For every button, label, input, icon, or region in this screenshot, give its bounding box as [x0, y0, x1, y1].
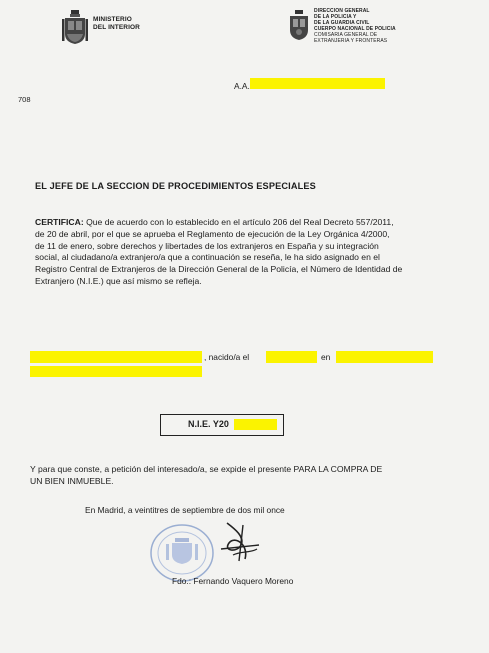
closing-paragraph [30, 464, 450, 488]
document-heading: EL JEFE DE LA SECCION DE PROCEDIMIENTOS ESPECIALES [35, 181, 316, 191]
police-line-2: DE LA POLICIA Y [314, 14, 357, 20]
place-date: En Madrid, a veintitres de septiembre de dos mil once [85, 505, 285, 515]
police-line-4: CUERPO NACIONAL DE POLICIA [314, 26, 396, 32]
closing-line-1: Y para que conste, a petición del interesado/a, se expide el presente PARA LA COMPRA DE [30, 464, 383, 474]
certifica-line-5: Registro Central de Extranjeros de la Dirección General de la Policía, el Número de Identidad de [35, 264, 403, 275]
police-line-6: EXTRANJERIA Y FRONTERAS [314, 38, 388, 44]
certifica-line-4: social, al ciudadano/a extranjero/a que a continuación se reseña, le ha sido asignado en el [35, 252, 380, 263]
redacted-nie-digits [234, 419, 277, 430]
redacted-addressee [250, 78, 385, 89]
redacted-birthplace [336, 351, 433, 363]
police-crest-icon [288, 10, 310, 44]
police-header [314, 8, 396, 44]
born-label: , nacido/a el [204, 352, 250, 362]
reference-number: 708 [18, 95, 31, 104]
ministry-line-2: DEL INTERIOR [93, 23, 140, 31]
redacted-birth-date [266, 351, 317, 363]
closing-line-2: UN BIEN INMUEBLE. [30, 475, 114, 486]
certifica-line-2: de 20 de abril, por el que se aprueba el Reglamento de ejecución de la Ley Orgánica 4/2000, [35, 228, 390, 239]
addressee-prefix: A.A. [234, 81, 250, 91]
signatory: Fdo.: Fernando Vaquero Moreno [172, 576, 294, 586]
certifica-line-3: de 11 de enero, sobre derechos y libertades de los extranjeros en España y su integración [35, 240, 379, 251]
official-stamp-icon [148, 522, 216, 584]
ministry-name [93, 16, 140, 31]
redacted-name [30, 351, 202, 363]
certifica-line-1: Que de acuerdo con lo establecido en el artículo 206 del Real Decreto 557/2011, [83, 217, 394, 227]
certifica-paragraph [35, 217, 442, 288]
redacted-nationality [30, 366, 202, 377]
police-line-3: DE LA GUARDIA CIVIL [314, 20, 370, 26]
birthplace-label: en [321, 352, 331, 362]
ministry-line-1: MINISTERIO [93, 16, 132, 23]
handwritten-signature-icon [215, 515, 265, 565]
police-line-1: DIRECCION GENERAL [314, 8, 370, 14]
nie-label: N.I.E. Y20 [188, 419, 229, 429]
certifica-line-6: Extranjero (N.I.E.) que así mismo se refleja. [35, 275, 202, 286]
police-line-5: COMISARIA GENERAL DE [314, 32, 378, 38]
certifica-label: CERTIFICA: [35, 217, 84, 227]
ministry-crest-icon [62, 10, 88, 48]
